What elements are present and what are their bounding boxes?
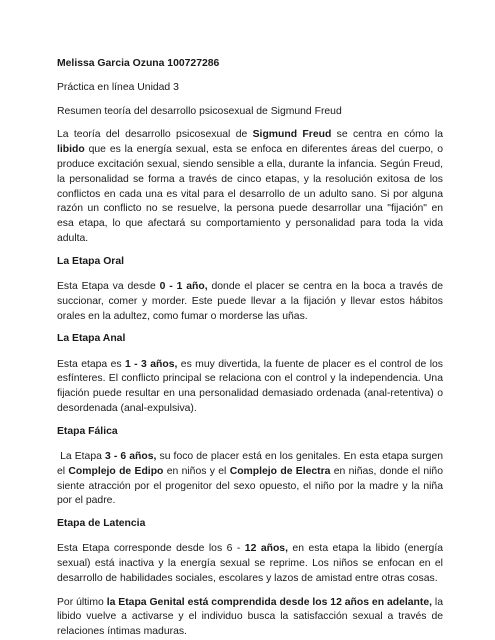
intro-paragraph xyxy=(57,128,443,246)
falica-bold-edipo: Complejo de Edipo xyxy=(68,465,164,477)
genital-bold-stage: la Etapa Genital está comprendida desde los 12 años en adelante, xyxy=(106,596,432,608)
latencia-paragraph xyxy=(57,542,443,586)
genital-paragraph xyxy=(57,596,443,640)
oral-text-2: donde el placer se centra en la boca a través de succionar, comer y morder. Este puede llevar a la fijación y llevar estos hábitos orales en la adultez, como fumar o morderse las uñas. xyxy=(57,280,443,322)
summary-title: Resumen teoría del desarrollo psicosexual de Sigmund Freud xyxy=(57,105,342,117)
course-line: Práctica en línea Unidad 3 xyxy=(57,81,179,93)
anal-text-2: es muy divertida, la fuente de placer es el control de los esfínteres. El conflicto principal se relaciona con el control y la independencia. Una fijación puede resultar en una personalidad demasiado ordenada (anal-retentiva) o desordenada (anal-expulsiva). xyxy=(57,358,443,414)
genital-text-2: la libido vuelve a activarse y el individuo busca la satisfacción sexual a través de relaciones íntimas maduras. xyxy=(57,596,443,638)
falica-heading: Etapa Fálica xyxy=(57,425,118,437)
anal-heading: La Etapa Anal xyxy=(57,333,126,345)
latencia-heading: Etapa de Latencia xyxy=(57,518,146,530)
intro-bold-libido: libido xyxy=(57,144,85,156)
latencia-text-2: en esta etapa la libido (energía sexual) está inactiva y la energía sexual se reprime. Los niños se enfocan en el desarrollo de habilidades sociales, escolares y lazos de amistad entre otras cosas. xyxy=(57,543,444,584)
oral-text-1: Esta Etapa va desde xyxy=(57,280,160,292)
falica-paragraph xyxy=(57,450,443,509)
falica-text-4: en niñas, donde el niño siente atracción por el progenitor del sexo opuesto, el niño por la madre y la niña por el padre. xyxy=(57,465,443,507)
anal-text-1: Esta etapa es xyxy=(57,358,125,370)
anal-paragraph xyxy=(57,358,443,417)
latencia-text-1: Esta Etapa corresponde desde los 6 - xyxy=(57,543,245,555)
falica-text-2: su foco de placer está en los genitales. En esta etapa surgen el xyxy=(57,450,443,477)
genital-text-1: Por último xyxy=(57,596,107,608)
intro-text-3: que es la energía sexual, esta se enfoca en diferentes áreas del cuerpo, o produce excitación sexual, siendo sensible a ella, durante la infancia. Según Freud, la personalidad se forma a través de cinco etapas, y la resolución exitosa de los conflictos en cada una es vital para el desarrollo de un adulto sano. Si por alguna razón un conflicto no se resuelve, la persona puede desarrollar una "fijación" en esa etapa, lo que afectará su comportamiento y personalidad para toda la vida adulta. xyxy=(57,144,443,244)
falica-bold-electra: Complejo de Electra xyxy=(229,465,331,477)
intro-text-1: La teoría del desarrollo psicosexual de xyxy=(57,129,253,141)
oral-heading: La Etapa Oral xyxy=(57,255,124,267)
falica-text-1: La Etapa xyxy=(57,450,105,462)
falica-bold-age: 3 - 6 años, xyxy=(104,450,157,462)
oral-paragraph xyxy=(57,280,443,324)
falica-text-3: en niños y el xyxy=(163,465,230,477)
intro-bold-freud: Sigmund Freud xyxy=(252,129,332,141)
author-line: Melissa Garcia Ozuna 100727286 xyxy=(57,58,220,69)
oral-bold-age: 0 - 1 año, xyxy=(159,280,208,292)
latencia-bold-age: 12 años, xyxy=(244,543,288,555)
intro-text-2: se centra en cómo la xyxy=(331,129,443,141)
anal-bold-age: 1 - 3 años, xyxy=(125,358,178,370)
